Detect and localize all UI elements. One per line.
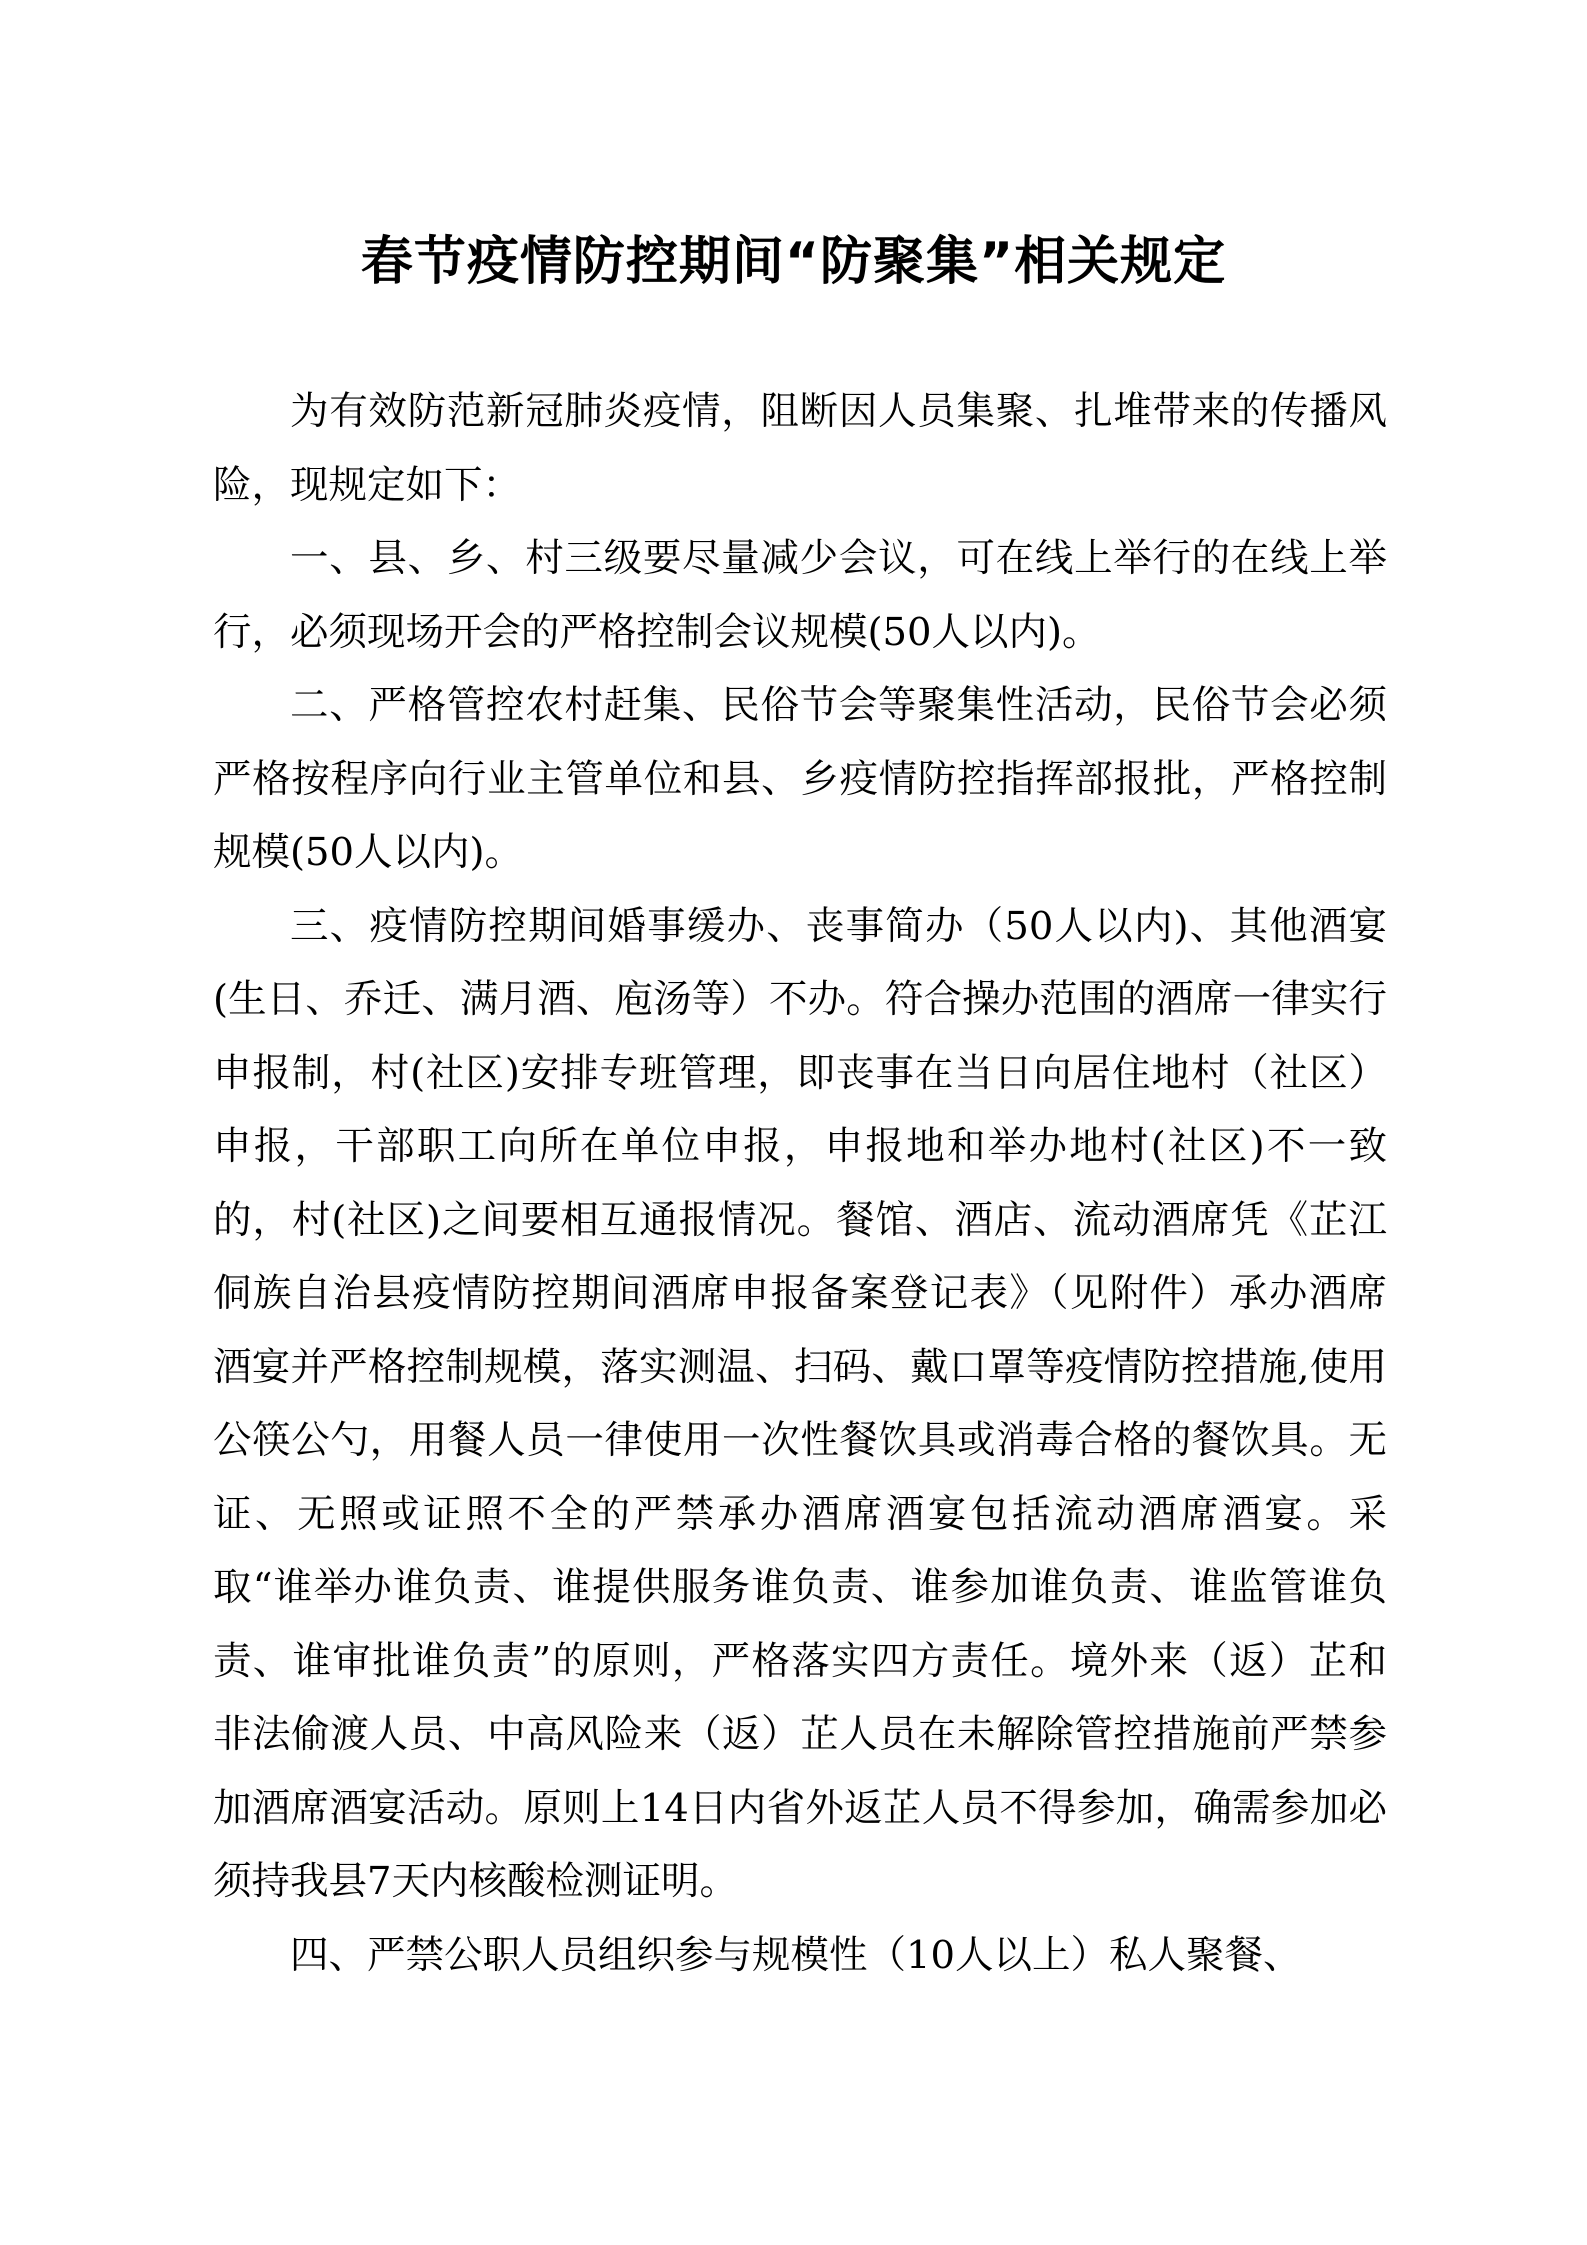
paragraph-item-4: 四、严禁公职人员组织参与规模性（10人以上）私人聚餐、 — [290, 1932, 1302, 1978]
document-body — [213, 375, 1387, 1992]
document-title: 春节疫情防控期间“防聚集”相关规定 — [360, 232, 1227, 292]
paragraph-item-3: 三、疫情防控期间婚事缓办、丧事简办（50人以内)、其他酒宴(生日、乔迁、满月酒、庖汤等）不办。符合操办范围的酒席一律实行申报制，村(社区)安排专班管理，即丧事在当日向居住地村（社区）申报，干部职工向所在单位申报，申报地和举办地村(社区)不一致的，村(社区)之间要相互通报情况。餐馆、酒店、流动酒席凭《芷江侗族自治县疫情防控期间酒席申报备案登记表》（见附件）承办酒席酒宴并严格控制规模，落实测温、扫码、戴口罩等疫情防控措施,使用公筷公勺，用餐人员一律使用一次性餐饮具或消毒合格的餐饮具。无证、无照或证照不全的严禁承办酒席酒宴包括流动酒席酒宴。采取“谁举办谁负责、谁提供服务谁负责、谁参加谁负责、谁监管谁负责、谁审批谁负责”的原则，严格落实四方责任。境外来（返）芷和非法偷渡人员、中高风险来（返）芷人员在未解除管控措施前严禁参加酒席酒宴活动。原则上14日内省外返芷人员不得参加，确需参加必须持我县7天内核酸检测证明。 — [213, 903, 1387, 1904]
paragraph-item-1: 一、县、乡、村三级要尽量减少会议，可在线上举行的在线上举行，必须现场开会的严格控制会议规模(50人以内)。 — [213, 536, 1387, 655]
paragraph-item-2: 二、严格管控农村赶集、民俗节会等聚集性活动，民俗节会必须严格按程序向行业主管单位和县、乡疫情防控指挥部报批，严格控制规模(50人以内)。 — [213, 683, 1387, 875]
paragraph-intro: 为有效防范新冠肺炎疫情，阻断因人员集聚、扎堆带来的传播风险，现规定如下： — [213, 389, 1387, 508]
